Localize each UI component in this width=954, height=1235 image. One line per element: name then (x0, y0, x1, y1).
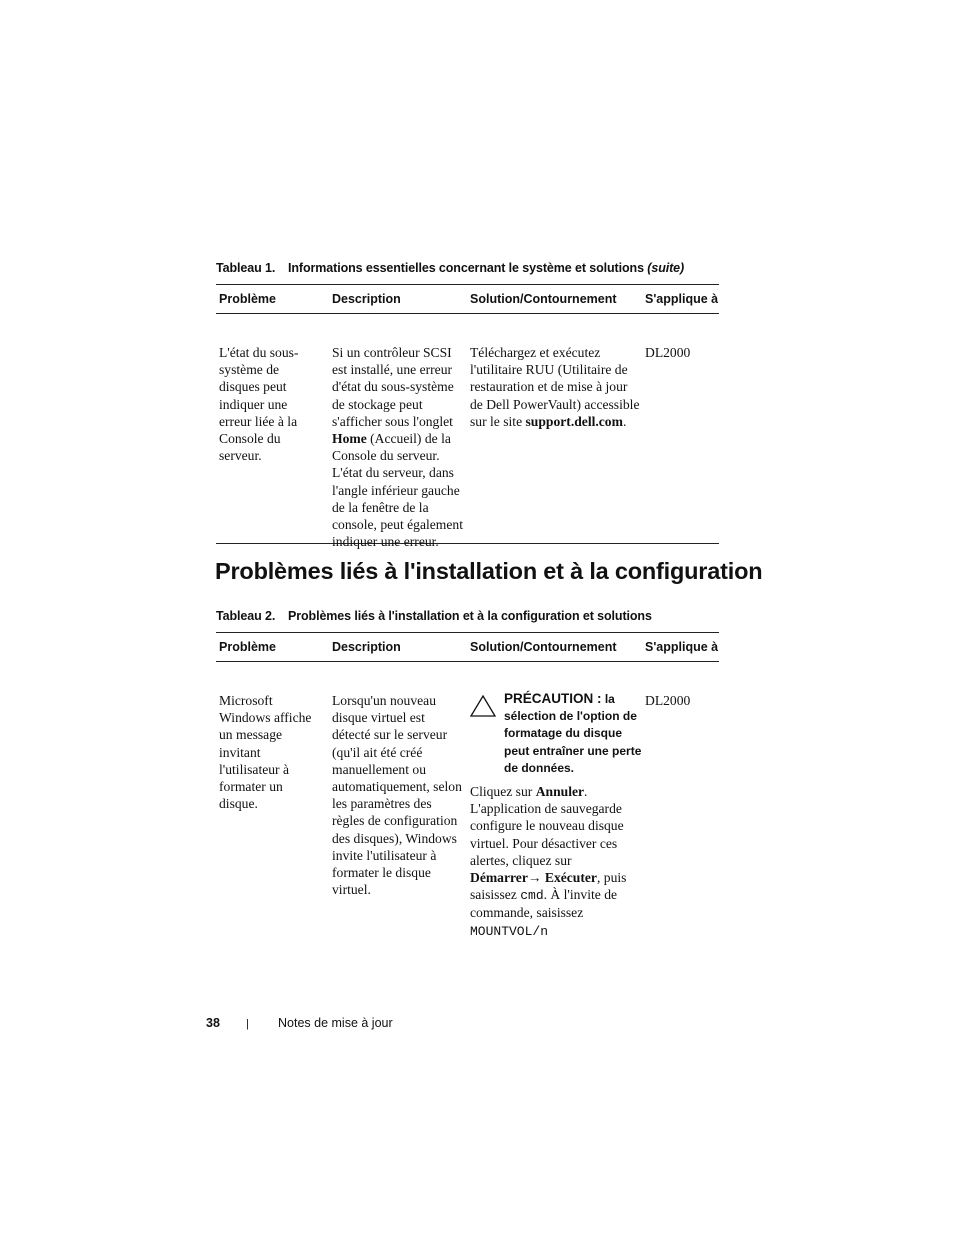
table2-header-description: Description (332, 640, 401, 654)
table1-cell-solution (470, 344, 640, 430)
solution-text: . L'application de sauvegarde configure le nouveau disque virtuel. Pour désactiver ces alertes, cliquez sur (470, 784, 624, 868)
table1 (216, 284, 719, 550)
table2-cell-applies: DL2000 (645, 693, 691, 708)
table1-caption-suffix: (suite) (647, 261, 685, 275)
table1-header-solution: Solution/Contournement (470, 292, 617, 306)
arrow-icon: → (527, 870, 545, 886)
table1-header-applies: S'applique à (645, 292, 719, 306)
table1-header-probleme: Problème (219, 292, 276, 306)
command-cmd: cmd (520, 888, 544, 904)
table2-header-row (216, 632, 719, 662)
table-row (216, 662, 719, 952)
solution-text: . À l'invite de commande, saisissez (470, 887, 618, 921)
table2-caption-number: Tableau 2. (216, 609, 276, 623)
desc-text: (Accueil) de la Console du serveur. L'état du serveur, dans l'angle inférieur gauche de la fenêtre de la console, peut également indiquer une erreur. (332, 431, 463, 550)
table2-caption (216, 609, 652, 623)
table2-cell-probleme: Microsoft Windows affiche un message invitant l'utilisateur à formater un disque. (219, 693, 312, 812)
table2-header-solution: Solution/Contournement (470, 640, 617, 654)
table1-caption-title: Informations essentielles concernant le système et solutions (288, 261, 644, 275)
table2-cell-description: Lorsqu'un nouveau disque virtuel est détecté sur le serveur (qu'il ait été créé manuellement ou automatiquement, selon les paramètres des règles de configuration des disques), Windows invite l'utilisateur à formater le disque virtuel. (332, 693, 462, 898)
table1-header-description: Description (332, 292, 401, 306)
caution-notice (470, 690, 640, 780)
footer-doc-title: Notes de mise à jour (278, 1016, 393, 1030)
table1-cell-probleme: L'état du sous-système de disques peut indiquer une erreur liée à la Console du serveur. (219, 345, 299, 464)
table2 (216, 632, 719, 952)
table1-cell-description (332, 344, 464, 550)
table2-header-probleme: Problème (219, 640, 276, 654)
table2-header-applies: S'applique à (645, 640, 719, 654)
solution-text: . (622, 413, 627, 429)
table1-cell-applies: DL2000 (645, 345, 691, 360)
annuler-button-label: Annuler (535, 784, 585, 799)
solution-text: Téléchargez et exécutez l'utilitaire RUU (Utilitaire de restauration et de mise à jour de Dell PowerVault) accessible sur le site (470, 345, 640, 429)
demarrer-menu-label: Démarrer (470, 870, 528, 886)
support-site-link[interactable]: support.dell.com (525, 413, 623, 429)
section-title: Problèmes liés à l'installation et à la configuration (215, 558, 763, 584)
table2-cell-solution (470, 690, 640, 940)
table-row (216, 314, 719, 550)
solution-text: , puis saisissez (470, 870, 627, 903)
solution-paragraph (470, 783, 640, 940)
page-number: 38 (206, 1016, 220, 1030)
caution-text-block (504, 690, 644, 777)
table1-caption (216, 261, 684, 275)
solution-text: Cliquez sur (470, 784, 536, 799)
footer-separator: | (246, 1018, 249, 1030)
table1-caption-number: Tableau 1. (216, 261, 276, 275)
table1-header-row (216, 284, 719, 314)
caution-label: PRÉCAUTION : (504, 691, 602, 706)
caution-icon (470, 695, 496, 717)
home-tab-label: Home (332, 431, 367, 447)
caution-text: la sélection de l'option de formatage du disque peut entraîner une perte de données. (504, 692, 642, 775)
command-mountvol: MOUNTVOL/n (470, 923, 549, 939)
table2-caption-title: Problèmes liés à l'installation et à la configuration et solutions (288, 609, 652, 623)
desc-text: Si un contrôleur SCSI est installé, une erreur d'état du sous-système de stockage peut s'afficher sous l'onglet (332, 345, 454, 429)
executer-menu-label: Exécuter (544, 870, 597, 886)
